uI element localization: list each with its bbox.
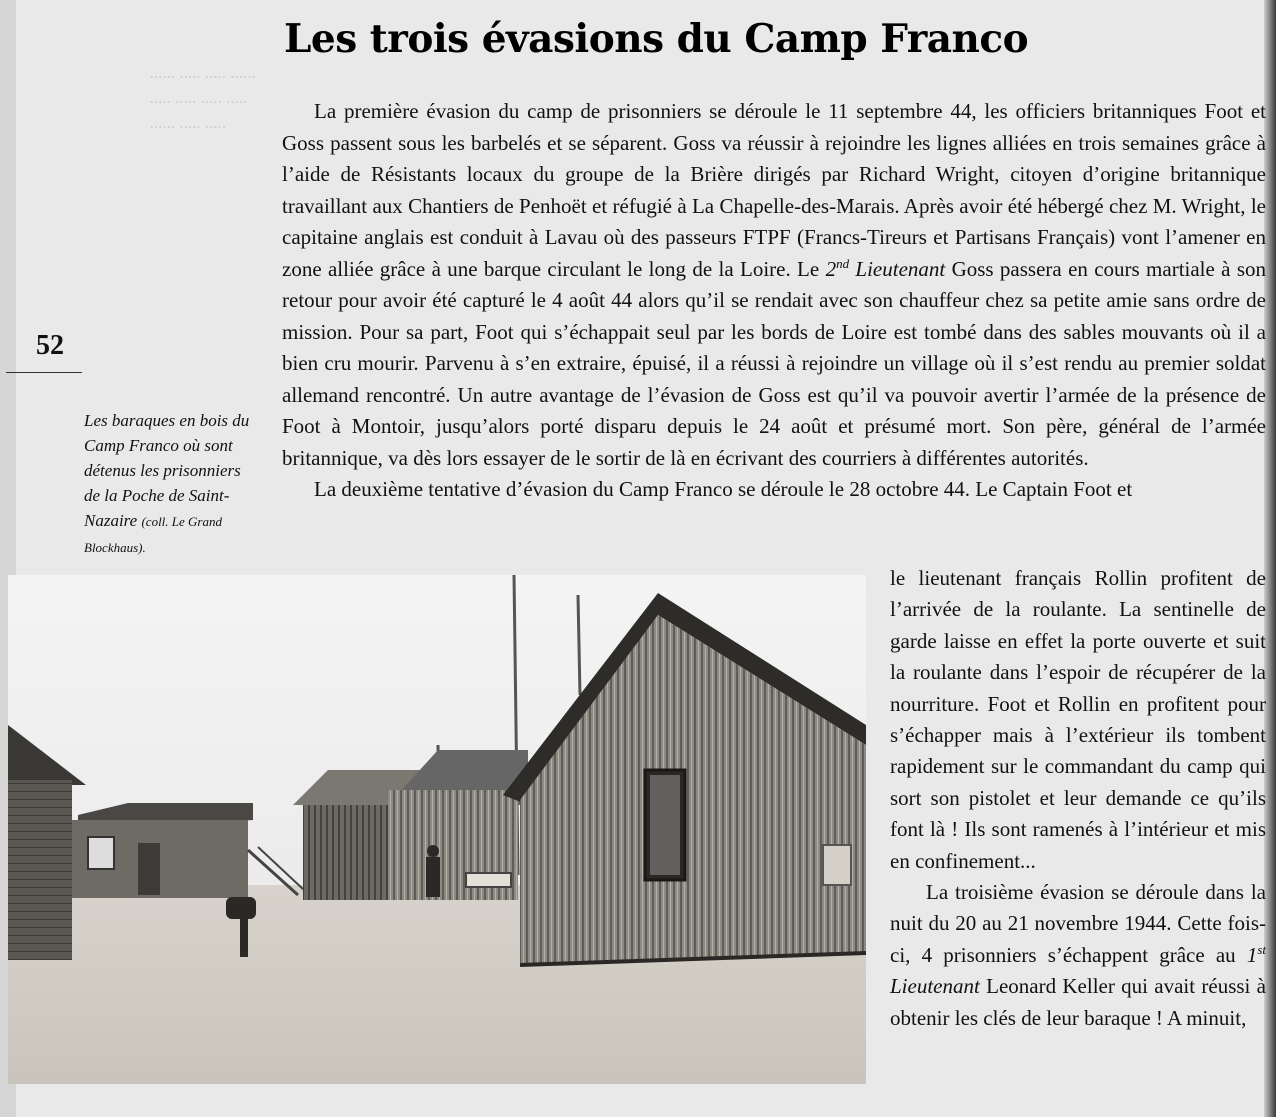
photo-caption <box>84 408 254 560</box>
page-title: Les trois évasions du Camp Franco <box>284 16 1029 62</box>
page-number-rule <box>6 372 82 373</box>
article-wrap-column <box>890 563 1266 1034</box>
caption-credit: (coll. Le Grand Blockhaus). <box>84 514 222 555</box>
rank-2nd-sup: nd <box>836 255 850 271</box>
para1-text-a: La première évasion du camp de prisonniers se déroule le 11 septembre 44, les officiers britanniques Foot et Goss passent sous les barbelés et se séparent. Goss va réussir à rejoindre les lignes alliées en trois semaines grâce à l’aide de Résistants locaux du groupe de la Brière dirigés par Richard Wright, citoyen d’origine britannique travaillant aux Chantiers de Penhoët et réfugié à La Chapelle-des-Marais. Après avoir été hébergé chez M. Wright, le capitaine anglais est conduit à Lavau où des passeurs FTPF (Francs-Tireurs et Partisans Français) vont l’amener en zone alliée grâce à une barque circulant le long de la Loire. Le <box>282 99 1266 281</box>
rank-1st-title: Lieutenant <box>890 974 980 999</box>
show-through-text: ...... ..... ..... ...... ..... ..... ..... ..... ...... ..... ..... <box>150 63 257 132</box>
rank-2nd-title: Lieutenant <box>849 256 946 281</box>
caption-text: Les baraques en bois du Camp Franco où sont détenus les prisonniers de la Poche de Saint-Nazaire <box>84 411 250 530</box>
rank-1st-num: 1 <box>1246 942 1258 967</box>
para3-text-a: La troisième évasion se déroule dans la nuit du 20 au 21 novembre 1944. Cette fois-ci, 4 prisonniers s’échappent grâce au <box>890 880 1266 967</box>
paragraph-first-escape <box>282 96 1266 474</box>
para1-text-b: Goss passera en cours martiale à son retour pour avoir été capturé le 4 août 44 alors qu’il se rendait avec son chauffeur chez sa petite amie sans ordre de mission. Pour sa part, Foot qui s’échappait seul par les bords de Loire est tombé dans des sables mouvants où il a bien cru mourir. Parvenu à s’en extraire, épuisé, il a réussi à rejoindre un village où il s’est rendu au premier soldat allemand rencontré. Un autre avantage de l’évasion de Goss est qu’il va pouvoir avertir l’armée de la présence de Foot à Montoir, jusqu’alors porté disparu depuis le 24 août et présumé mort. Son père, général de l’armée britannique, va dès lors essayer de le sortir de là en écrivant des courriers à différentes autorités. <box>282 256 1267 470</box>
para3-text-b: Leonard Keller qui avait réussi à obtenir les clés de leur baraque ! A minuit, <box>890 974 1266 1030</box>
paragraph-second-escape-rest: le lieutenant français Rollin profitent de l’arrivée de la roulante. La sentinelle de garde laisse en effet la porte ouverte et suit la roulante dans l’espoir de récupérer de la nourriture. Foot et Rollin en profitent pour s’échapper mais à l’extérieur ils tombent rapidement sur le commandant du camp qui sort son pistolet et leur demande ce qu’ils font là ! Ils sont ramenés à l’intérieur et mis en confinement... <box>890 566 1266 873</box>
paragraph-second-escape-intro: La deuxième tentative d’évasion du Camp Franco se déroule le 28 octobre 44. Le Captain Foot et <box>314 477 1133 501</box>
camp-barracks-photo <box>8 575 866 1084</box>
paragraph-third-escape <box>890 877 1266 1034</box>
rank-2nd-num: 2 <box>825 256 837 281</box>
article-body <box>282 96 1266 506</box>
rank-2nd-lieutenant <box>826 257 946 281</box>
rank-1st-sup: st <box>1257 941 1266 957</box>
page-number: 52 <box>36 330 64 361</box>
